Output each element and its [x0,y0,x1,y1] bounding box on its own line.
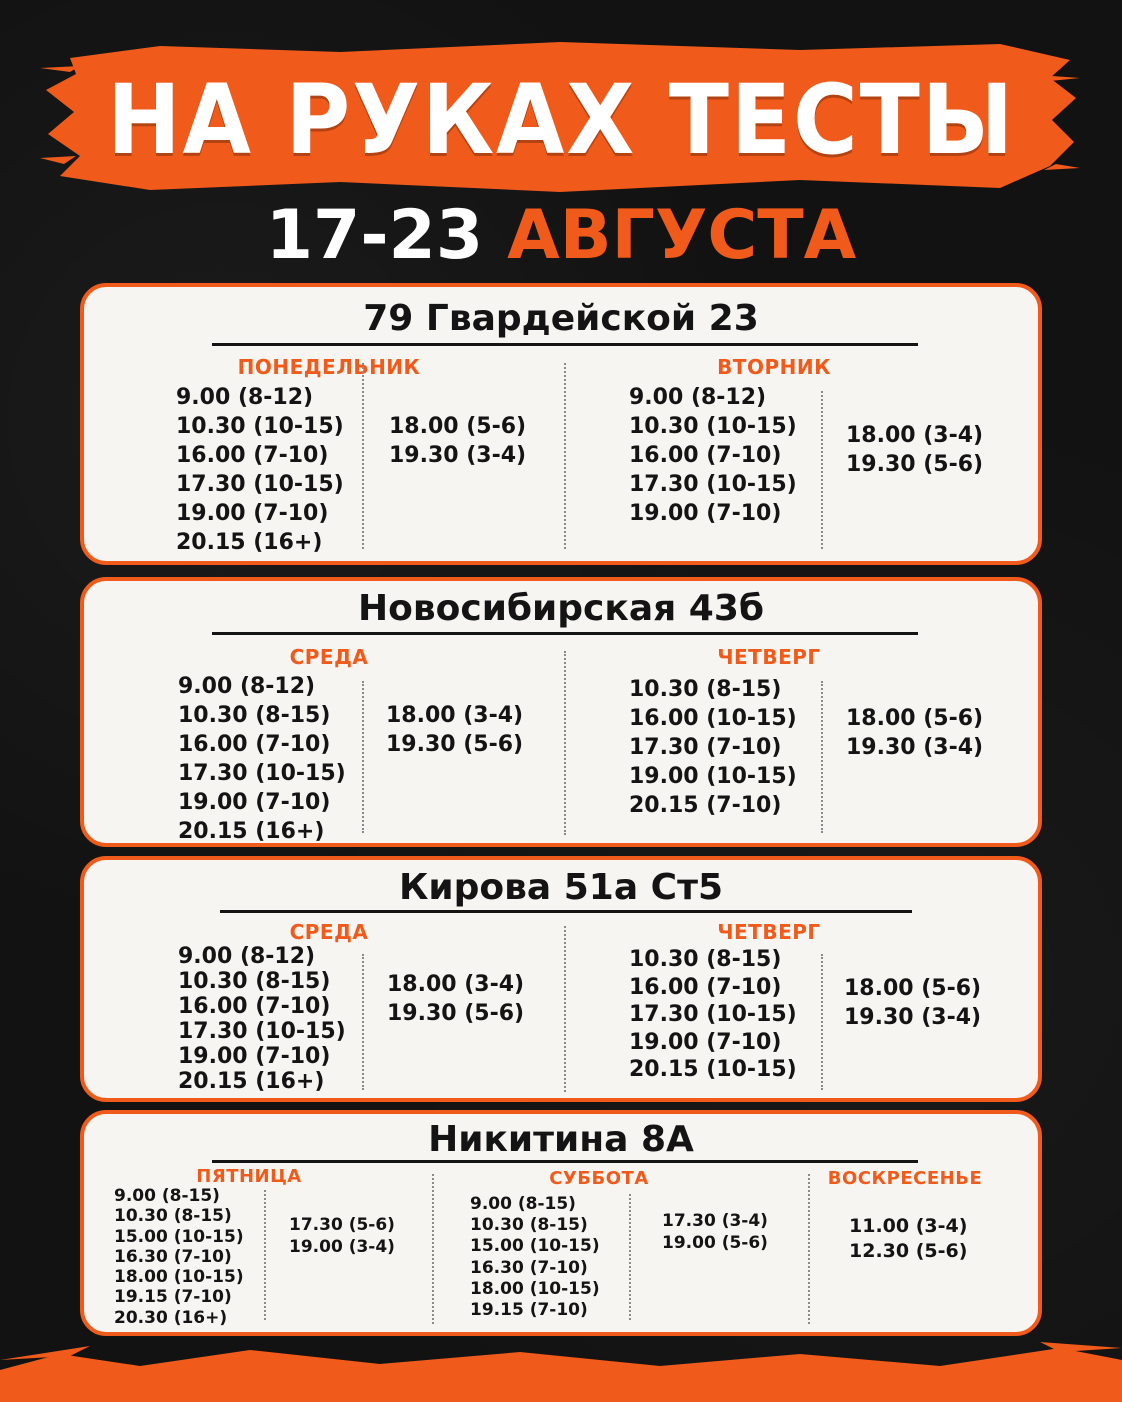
time-slot: 10.30 (8-15) [629,947,782,972]
time-slot: 15.00 (10-15) [114,1226,244,1247]
location-title: 79 Гвардейской 23 [363,298,759,339]
time-slot: 19.15 (7-10) [470,1300,588,1321]
day-label: СРЕДА [289,920,369,944]
time-slot: 17.30 (3-4) [662,1211,768,1231]
time-slot: 16.30 (7-10) [470,1257,588,1278]
time-slot: 19.30 (5-6) [386,732,524,757]
day-label: ПЯТНИЦА [196,1166,302,1187]
title-underline [212,343,918,346]
day-divider [432,1174,434,1324]
time-slot: 19.30 (3-4) [846,735,984,760]
time-slot: 16.00 (7-10) [178,732,331,757]
time-slot: 11.00 (3-4) [849,1215,968,1237]
main-times [470,1194,600,1321]
time-slot: 10.30 (8-15) [629,677,782,702]
day-label: ЧЕТВЕРГ [717,645,821,669]
time-slot: 9.00 (8-15) [470,1194,576,1214]
day-label: ПОНЕДЕЛЬНИК [237,355,421,379]
main-times [629,946,797,1084]
time-slot: 19.00 (10-15) [629,764,797,789]
extra-times [846,421,983,479]
extra-times [289,1214,395,1258]
title-underline [212,632,918,635]
column-divider [821,954,823,1090]
main-times [178,944,346,1094]
time-slot: 20.15 (16+) [178,819,325,844]
extra-times [846,704,983,762]
time-slot: 20.15 (7-10) [629,793,782,818]
day-label: ЧЕТВЕРГ [717,920,821,944]
time-slot: 10.30 (8-15) [178,703,331,728]
time-slot: 19.00 (5-6) [662,1233,768,1253]
time-slot: 10.30 (10-15) [176,414,344,439]
page-title: НА РУКАХ ТЕСТЫ [106,64,1016,176]
time-slot: 10.30 (10-15) [629,414,797,439]
time-slot: 18.00 (10-15) [470,1278,600,1299]
time-slot: 15.00 (10-15) [470,1236,600,1257]
time-slot: 20.15 (16+) [178,1069,325,1094]
day-label: ВОСКРЕСЕНЬЕ [827,1168,983,1189]
time-slot: 17.30 (10-15) [178,761,346,786]
main-times [114,1186,244,1328]
time-slot: 19.30 (3-4) [389,443,527,468]
main-times [849,1214,967,1264]
time-slot: 9.00 (8-15) [114,1186,220,1206]
extra-times [844,974,981,1032]
day-label: СРЕДА [289,645,369,669]
time-slot: 16.00 (7-10) [629,443,782,468]
title-underline [220,910,912,913]
day-label: СУББОТА [549,1168,649,1189]
time-slot: 10.30 (8-15) [114,1206,232,1227]
day-divider [564,926,566,1092]
time-slot: 10.30 (8-15) [178,969,331,994]
time-slot: 17.30 (7-10) [629,735,782,760]
time-slot: 19.00 (7-10) [178,1044,331,1069]
day-divider [564,363,566,549]
time-slot: 16.00 (7-10) [176,443,329,468]
location-title: Никитина 8А [428,1119,694,1160]
time-slot: 19.15 (7-10) [114,1287,232,1308]
time-slot: 12.30 (5-6) [849,1240,968,1262]
column-divider [264,1190,266,1320]
date-line [0,196,1122,276]
time-slot: 18.00 (5-6) [846,706,984,731]
time-slot: 9.00 (8-12) [178,944,316,969]
time-slot: 16.00 (7-10) [178,994,331,1019]
column-divider [362,954,364,1090]
location-card [80,577,1042,847]
location-title: Новосибирская 43б [357,588,765,629]
main-times [176,383,344,557]
main-times [178,672,346,846]
time-slot: 18.00 (5-6) [389,414,527,439]
column-divider [821,391,823,549]
location-card [80,856,1042,1102]
time-slot: 16.00 (7-10) [629,974,782,1000]
time-slot: 10.30 (8-15) [470,1215,588,1236]
extra-times [389,412,526,470]
time-slot: 18.00 (3-4) [846,423,984,448]
day-divider [564,651,566,835]
column-divider [362,681,364,833]
column-divider [629,1194,631,1320]
date-range: 17-23 [265,196,484,275]
time-slot: 17.30 (10-15) [176,472,344,497]
time-slot: 19.30 (5-6) [387,1001,525,1026]
time-slot: 17.30 (10-15) [629,1002,797,1027]
time-slot: 19.00 (7-10) [176,501,329,526]
time-slot: 9.00 (8-12) [629,385,767,410]
location-card [80,283,1042,565]
time-slot: 17.30 (10-15) [629,472,797,497]
time-slot: 16.30 (7-10) [114,1246,232,1267]
time-slot: 20.30 (16+) [114,1307,228,1328]
day-label: ВТОРНИК [717,355,831,379]
time-slot: 19.00 (7-10) [629,1029,782,1055]
time-slot: 9.00 (8-12) [176,385,314,410]
time-slot: 16.00 (10-15) [629,706,797,731]
time-slot: 19.00 (7-10) [178,790,331,815]
location-title: Кирова 51а Ст5 [398,867,724,908]
time-slot: 20.15 (10-15) [629,1057,797,1082]
time-slot: 17.30 (10-15) [178,1019,346,1044]
date-month: АВГУСТА [507,196,857,275]
extra-times [386,701,523,759]
time-slot: 18.00 (3-4) [387,972,525,997]
extra-times [662,1210,768,1254]
time-slot: 18.00 (3-4) [386,703,524,728]
time-slot: 20.15 (16+) [176,530,323,555]
time-slot: 17.30 (5-6) [289,1215,395,1235]
time-slot: 18.00 (5-6) [844,976,982,1001]
time-slot: 19.00 (7-10) [629,501,782,526]
main-times [629,383,797,528]
bottom-brush-stroke [0,1330,1122,1402]
main-times [629,675,797,820]
location-card [80,1110,1042,1336]
time-slot: 19.30 (3-4) [844,1005,982,1030]
column-divider [821,681,823,833]
time-slot: 9.00 (8-12) [178,674,316,699]
day-divider [808,1174,810,1324]
time-slot: 19.30 (5-6) [846,452,984,477]
time-slot: 18.00 (10-15) [114,1267,244,1288]
title-underline [212,1160,918,1163]
time-slot: 19.00 (3-4) [289,1237,395,1257]
column-divider [362,363,364,549]
extra-times [387,970,524,1028]
